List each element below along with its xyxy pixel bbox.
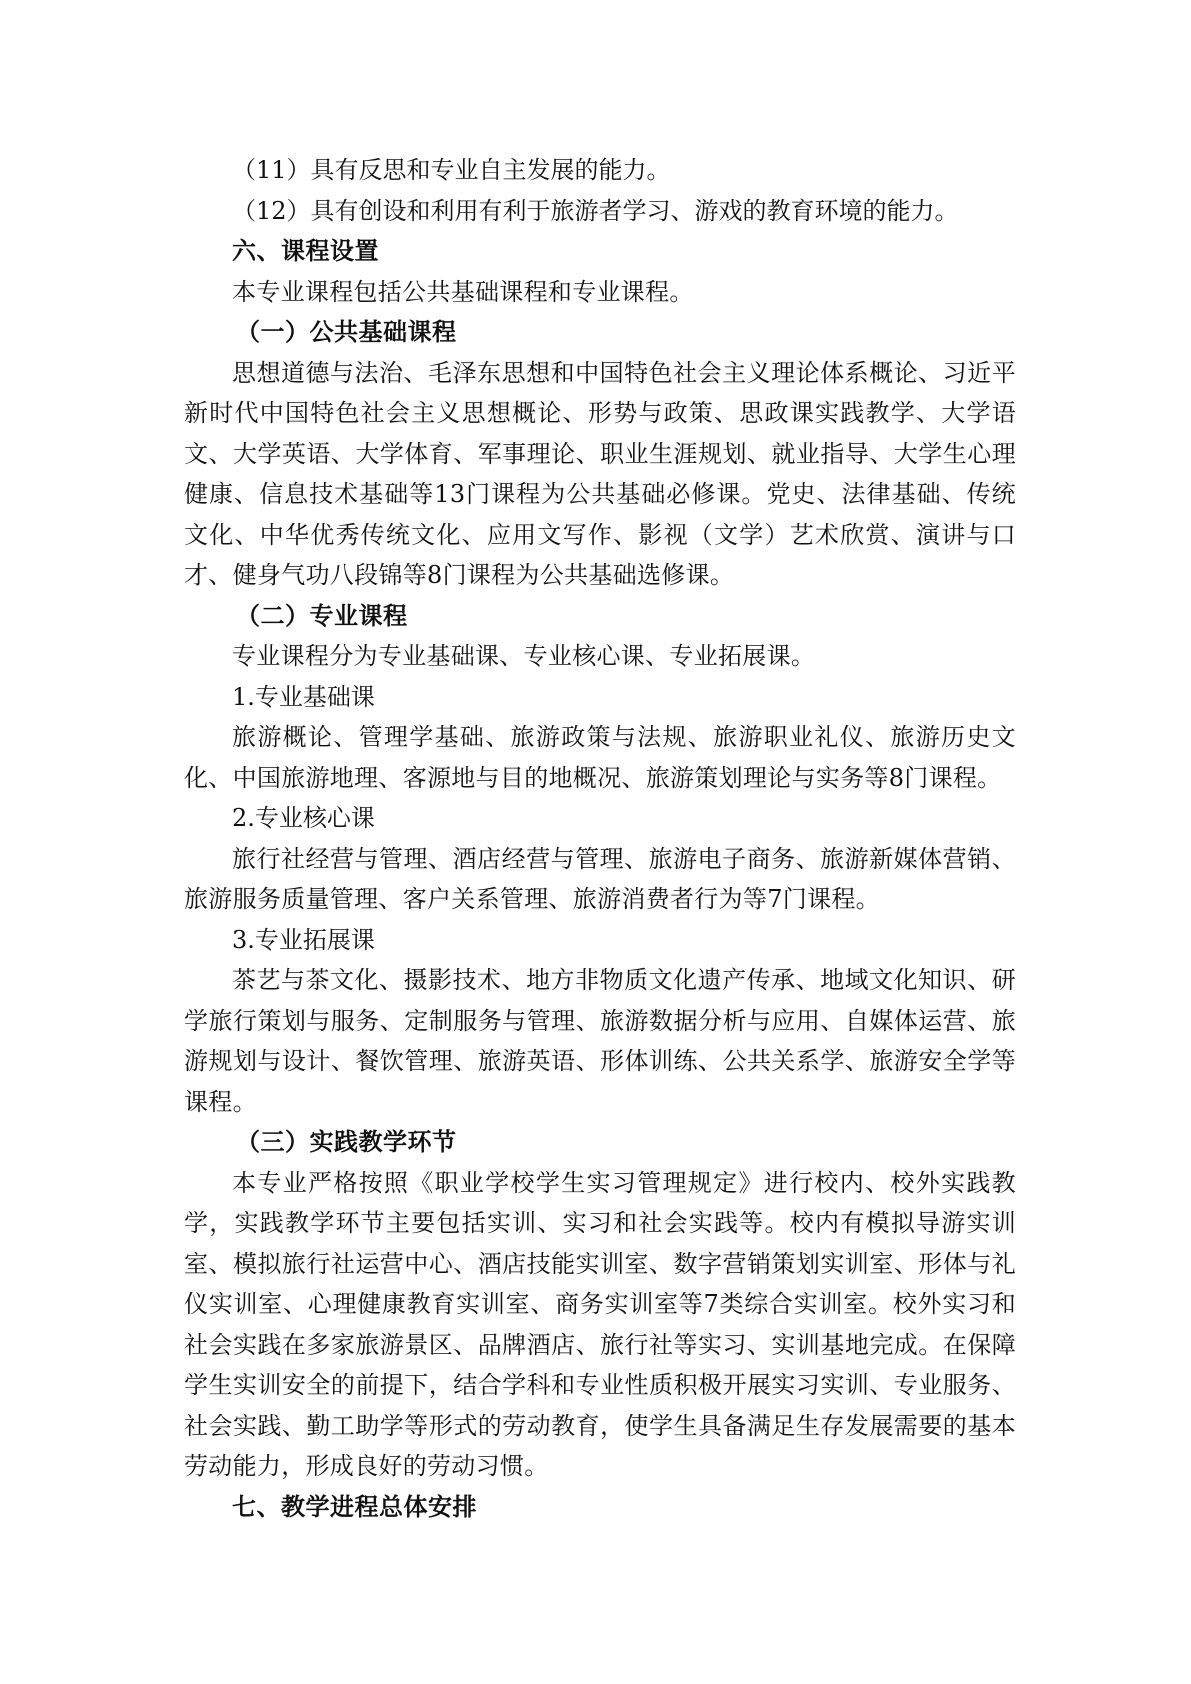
basic-courses-paragraph: 旅游概论、管理学基础、旅游政策与法规、旅游职业礼仪、旅游历史文化、中国旅游地理、客源地与目的地概况、旅游策划理论与实务等8门课程。 bbox=[184, 723, 1016, 792]
professional-courses-intro: 专业课程分为专业基础课、专业核心课、专业拓展课。 bbox=[232, 642, 816, 670]
subsection-heading-professional-courses: （二）专业课程 bbox=[236, 601, 408, 630]
public-courses-paragraph: 思想道德与法治、毛泽东思想和中国特色社会主义理论体系概论、习近平新时代中国特色社会主义思想概论、形势与政策、思政课实践教学、大学语文、大学英语、大学体育、军事理论、职业生涯规划、就业指导、大学生心理健康、信息技术基础等13门课程为公共基础必修课。党史、法律基础、传统文化、中华优秀传统文化、应用文写作、影视（文学）艺术欣赏、演讲与口才、健身气功八段锦等8门课程为公共基础选修课。 bbox=[184, 358, 1016, 589]
core-courses-title: 2.专业核心课 bbox=[232, 804, 375, 832]
extension-courses-paragraph: 茶艺与茶文化、摄影技术、地方非物质文化遗产传承、地域文化知识、研学旅行策划与服务、定制服务与管理、旅游数据分析与应用、自媒体运营、旅游规划与设计、餐饮管理、旅游英语、形体训练、公共关系学、旅游安全学等课程。 bbox=[184, 966, 1016, 1116]
document-body bbox=[184, 150, 1016, 1527]
section-heading-course-setup: 六、课程设置 bbox=[232, 237, 379, 265]
subsection-heading-public-courses: （一）公共基础课程 bbox=[236, 318, 457, 346]
list-item-12: （12）具有创设和利用有利于旅游者学习、游戏的教育环境的能力。 bbox=[232, 196, 959, 225]
basic-courses-title: 1.专业基础课 bbox=[232, 682, 375, 711]
subsection-heading-practice: （三）实践教学环节 bbox=[236, 1128, 457, 1156]
section-intro-paragraph: 本专业课程包括公共基础课程和专业课程。 bbox=[232, 277, 694, 306]
extension-courses-title: 3.专业拓展课 bbox=[232, 925, 375, 954]
section-heading-teaching-schedule: 七、教学进程总体安排 bbox=[232, 1492, 477, 1521]
list-item-11: （11）具有反思和专业自主发展的能力。 bbox=[232, 156, 671, 184]
core-courses-paragraph: 旅行社经营与管理、酒店经营与管理、旅游电子商务、旅游新媒体营销、旅游服务质量管理、客户关系管理、旅游消费者行为等7门课程。 bbox=[184, 844, 1016, 913]
practice-paragraph: 本专业严格按照《职业学校学生实习管理规定》进行校内、校外实践教学，实践教学环节主要包括实训、实习和社会实践等。校内有模拟导游实训室、模拟旅行社运营中心、酒店技能实训室、数字营销策划实训室、形体与礼仪实训室、心理健康教育实训室、商务实训室等7类综合实训室。校外实习和社会实践在多家旅游景区、品牌酒店、旅行社等实习、实训基地完成。在保障学生实训安全的前提下，结合学科和专业性质积极开展实习实训、专业服务、社会实践、勤工助学等形式的劳动教育，使学生具备满足生存发展需要的基本劳动能力，形成良好的劳动习惯。 bbox=[184, 1168, 1016, 1480]
